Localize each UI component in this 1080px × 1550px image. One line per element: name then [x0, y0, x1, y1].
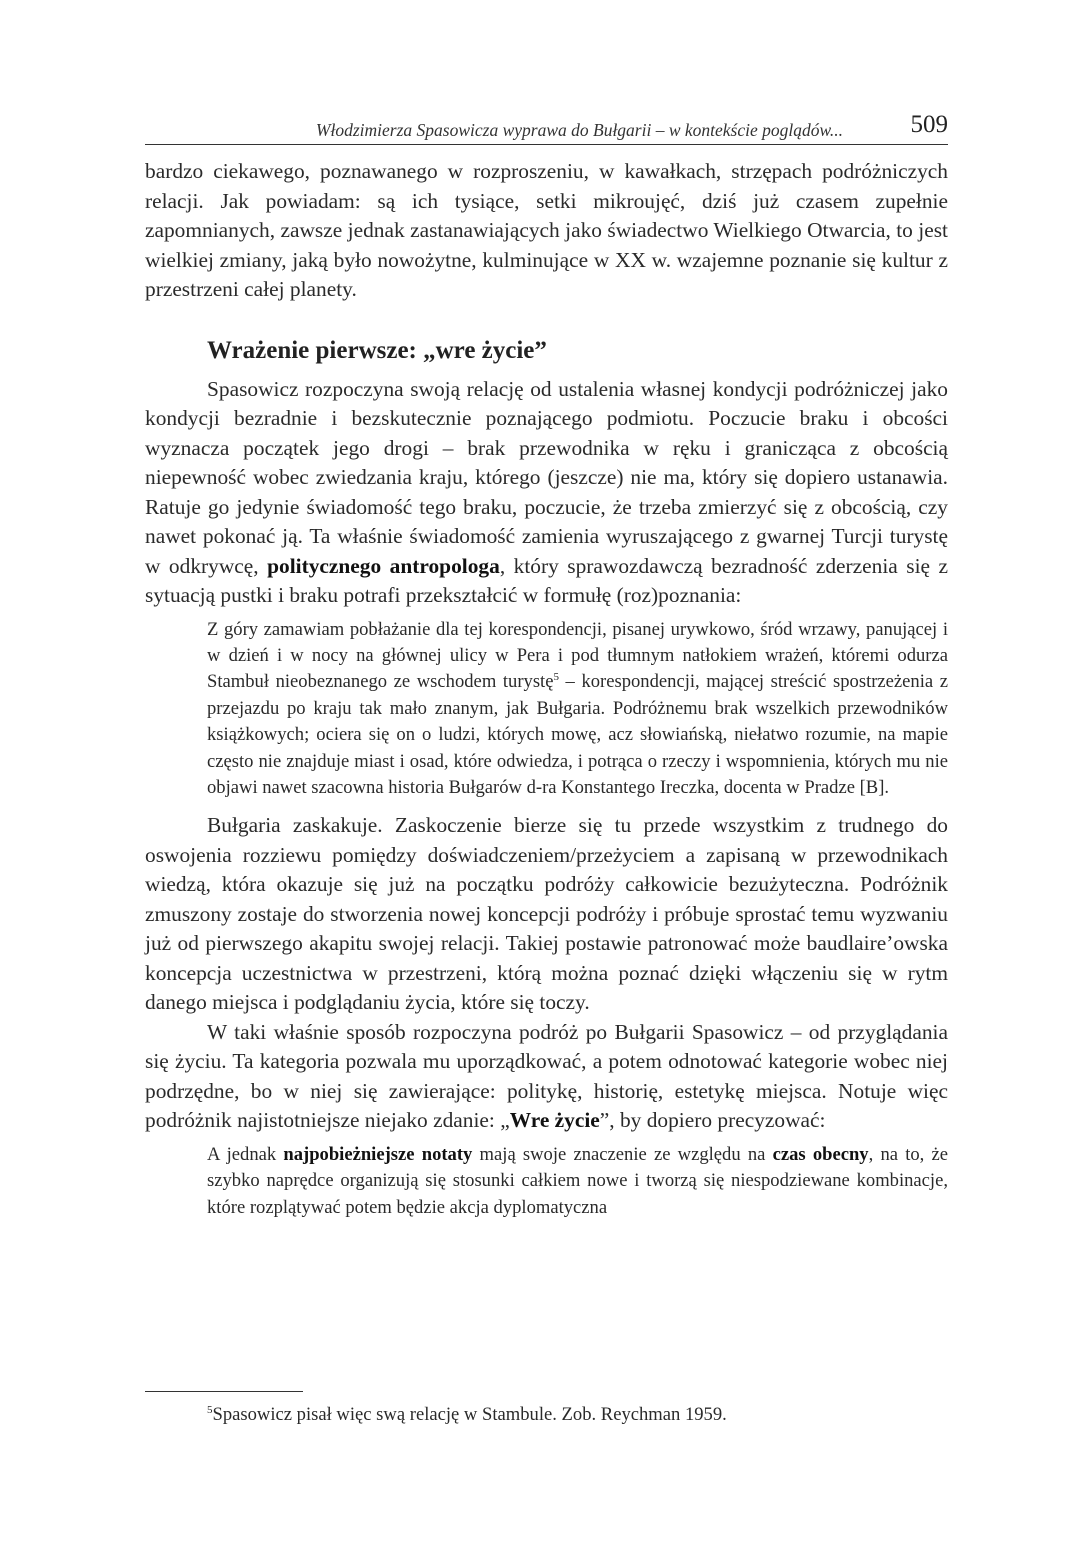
article-body [145, 157, 948, 1221]
intro-paragraph: bardzo ciekawego, poznawanego w rozproszeniu, w kawałkach, strzępach podróżniczych relacji. Jak powiadam: są ich tysiące, setki mikroujęć, dziś już czasem zupełnie zapomnianych, zawsze jednak zastanawiających jako świadectwo Wielkiego Otwarcia, to jest wielkiej zmiany, jaką było nowożytne, kulminujące w XX w. wzajemne poznanie się kultur z przestrzeni całej planety. [145, 159, 948, 301]
running-head-title: Włodzimierza Spasowicza wyprawa do Bułgarii – w kontekście poglądów... [315, 120, 843, 140]
quote-2-bold-b: czas obecny [772, 1143, 869, 1165]
page-content [145, 108, 948, 1231]
block-quote-1 [207, 617, 948, 802]
paragraph-4-text-b: ”, by dopiero precyzować: [599, 1108, 826, 1133]
footnote [207, 1402, 727, 1428]
paragraph-4 [145, 1018, 948, 1136]
block-quote-1-text [207, 617, 948, 802]
footnote-text: Spasowicz pisał więc swą relację w Stambule. Zob. Reychman 1959. [212, 1404, 727, 1425]
quote-2-text-a: A jednak [207, 1143, 284, 1165]
paragraph-4-bold: Wre życie [509, 1108, 600, 1133]
block-quote-2-text [207, 1142, 948, 1221]
running-head [145, 108, 948, 145]
footnote-divider [145, 1391, 303, 1392]
quote-2-bold-a: najpobieżniejsze notaty [283, 1143, 473, 1165]
page-number: 509 [910, 111, 948, 138]
footnote-ref[interactable]: 5 [553, 671, 559, 684]
block-quote-2 [207, 1142, 948, 1221]
paragraph-4-text-a: W taki właśnie sposób rozpoczyna podróż po Bułgarii Spasowicz – od przyglądania się życiu. Ta kategoria pozwala mu uporządkować, a potem odnotować kategorie wobec niej podrzędne, bo w niej się zawierające: politykę, historię, estetykę miejsca. Notuje więc podróżnik najistotniejsze niejako zdanie: „ [145, 1019, 948, 1133]
paragraph-3: Bułgaria zaskakuje. Zaskoczenie bierze się tu przede wszystkim z trudnego do oswojenia rozziewu pomiędzy doświadczeniem/przeżyciem a zapisaną w przewodnikach wiedzą, która okazuje się już na początku podróży całkowicie bezużyteczna. Podróżnik zmuszony zostaje do stworzenia nowej koncepcji podróży i próbuje sprostać temu wyzwaniu już od pierwszego akapitu swojej relacji. Takiej postawie patronować może baudlaire’owska koncepcja uczestnictwa w przestrzeni, którą można poznać dzięki włączeniu się w rytm danego miejsca i podglądaniu życia, które się toczy. [145, 813, 948, 1015]
paragraph-2-text-b: , który sprawozdawczą bezradność zderzenia się z sytuacją pustki i braku potrafi przekształcić w formułę (roz)poznania: [145, 553, 948, 607]
paragraph-2-bold: politycznego antropologa [267, 553, 500, 578]
quote-2-text-b: mają swoje znaczenie ze względu na [472, 1143, 773, 1165]
quote-2-text-c: , na to, że szybko naprędce organizują się stosunki całkiem nowe i tworzą się niespodziewane kombinacje, które rozplątywać potem będzie akcja dyplomatyczna [207, 1143, 949, 1218]
paragraph-2-text-a: Spasowicz rozpoczyna swoją relację od ustalenia własnej kondycji podróżniczej jako kondycji bezradnie i bezskutecznie poznającego podmiotu. Poczucie braku i obcości wyznacza początek jego drogi – brak przewodnika w ręku i granicząca z obcością niepewność wobec zwiedzania kraju, którego (jeszcze) nie ma, który się dopiero ustanawia. Ratuje go jedynie świadomość tego braku, poczucie, że trzeba zmierzyć się z obcością, czy nawet pokonać ją. Ta właśnie świadomość zamienia wyruszającego z gwarnej Turcji turystę w odkrywcę, [145, 376, 948, 578]
paragraph-2 [145, 375, 948, 611]
section-heading: Wrażenie pierwsze: „wre życie” [207, 336, 547, 364]
footnote-number: 5 [207, 1403, 213, 1416]
quote-1-text-a: Z góry zamawiam pobłażanie dla tej korespondencji, pisanej urywkowo, śród wrzawy, panującej i w dzień i w nocy na głównej ulicy w Pera i pod tłumnym natłokiem wrażeń, któremi odurza Stambuł nieobeznanego ze wschodem turystę [207, 618, 948, 693]
quote-1-text-b: – korespondencji, mającej streścić spostrzeżenia z przejazdu po kraju tak mało znanym, jak Bułgaria. Podróżnemu brak wszelkich przewodników książkowych; ociera się on o ludzi, których mowę, acz słowiańską, niełatwo rozumie, na mapie często nie znajduje miast i osad, które odwiedza, i potrąca o rzeczy i wspomnienia, których mu nie objawi nawet szacowna historia Bułgarów d-ra Konstantego Ireczka, docenta w Pradze [B]. [207, 671, 948, 798]
